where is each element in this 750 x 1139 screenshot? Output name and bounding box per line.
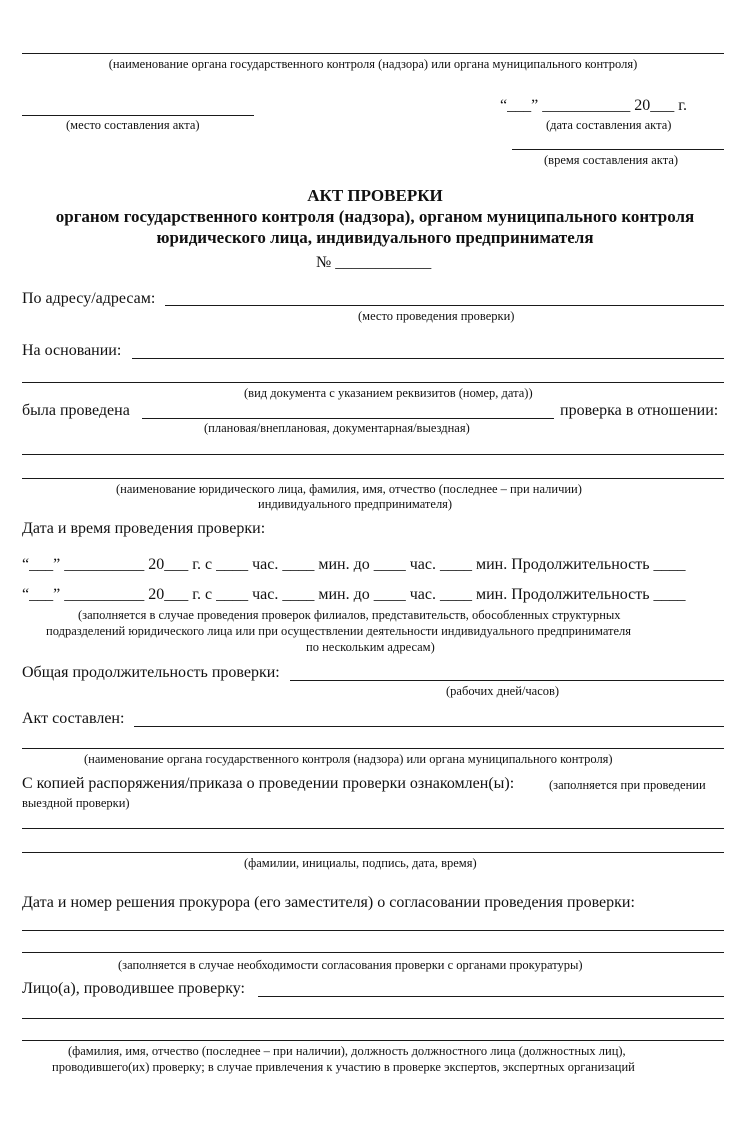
doc-subtitle-1: органом государственного контроля (надзора), органом муниципального контроля <box>55 207 695 226</box>
place-caption: (место составления акта) <box>66 118 200 132</box>
persons-line[interactable] <box>258 996 724 997</box>
copy-line-2[interactable] <box>22 852 724 853</box>
date-caption: (дата составления акта) <box>546 118 672 132</box>
basis-caption: (вид документа с указанием реквизитов (номер, дата)) <box>244 386 533 400</box>
doc-title: АКТ ПРОВЕРКИ <box>307 186 443 205</box>
datetime-row-1[interactable]: “___” __________ 20___ г. с ____ час. ____ мин. до ____ час. ____ мин. Продолжительность ____ <box>22 556 686 573</box>
basis-label: На основании: <box>22 342 122 359</box>
persons-label: Лицо(а), проводившее проверку: <box>22 980 245 997</box>
basis-line-2[interactable] <box>22 382 724 383</box>
persons-line-3[interactable] <box>22 1040 724 1041</box>
date-field[interactable]: “___” ___________ 20___ г. <box>500 97 687 114</box>
entity-caption-2: индивидуального предпринимателя) <box>258 497 453 511</box>
datetime-label: Дата и время проведения проверки: <box>22 520 266 537</box>
organ-caption: (наименование органа государственного контроля (надзора) или органа муниципального контроля) <box>108 57 638 71</box>
persons-line-2[interactable] <box>22 1018 724 1019</box>
basis-line[interactable] <box>132 358 724 359</box>
copy-note-2: выездной проверки) <box>22 796 130 810</box>
doc-number[interactable]: № ____________ <box>316 254 432 271</box>
place-line[interactable] <box>22 115 254 116</box>
conducted-right: проверка в отношении: <box>560 402 719 419</box>
entity-caption-1: (наименование юридического лица, фамилия, имя, отчество (последнее – при наличии) <box>116 482 582 496</box>
organ-line[interactable] <box>22 53 724 54</box>
branches-caption-3: по нескольким адресам) <box>306 640 435 654</box>
compiled-label: Акт составлен: <box>22 710 125 727</box>
total-label: Общая продолжительность проверки: <box>22 664 280 681</box>
datetime-row-2[interactable]: “___” __________ 20___ г. с ____ час. ____ мин. до ____ час. ____ мин. Продолжительность ____ <box>22 586 686 603</box>
entity-line-1[interactable] <box>22 454 724 455</box>
conducted-line[interactable] <box>142 418 554 419</box>
conducted-label: была проведена <box>22 402 130 419</box>
address-line[interactable] <box>165 305 724 306</box>
compiled-line-2[interactable] <box>22 748 724 749</box>
prosecutor-caption: (заполняется в случае необходимости согласования проверки с органами прокуратуры) <box>118 958 583 972</box>
prosecutor-line-2[interactable] <box>22 952 724 953</box>
prosecutor-line-1[interactable] <box>22 930 724 931</box>
copy-line-1[interactable] <box>22 828 724 829</box>
total-line[interactable] <box>290 680 724 681</box>
entity-line-2[interactable] <box>22 478 724 479</box>
address-caption: (место проведения проверки) <box>358 309 515 323</box>
copy-note-1: (заполняется при проведении <box>549 778 706 792</box>
time-caption: (время составления акта) <box>544 153 679 167</box>
total-caption: (рабочих дней/часов) <box>446 684 560 698</box>
compiled-caption: (наименование органа государственного контроля (надзора) или органа муниципального контроля) <box>84 752 613 766</box>
persons-caption-1: (фамилия, имя, отчество (последнее – при наличии), должность должностного лица (должностных лиц), <box>68 1044 626 1058</box>
time-line[interactable] <box>512 149 724 150</box>
compiled-line[interactable] <box>134 726 724 727</box>
branches-caption-2: подразделений юридического лица или при осуществлении деятельности индивидуального предпринимателя <box>46 624 632 638</box>
copy-text: С копией распоряжения/приказа о проведении проверки ознакомлен(ы): <box>22 775 515 792</box>
persons-caption-2: проводившего(их) проверку; в случае привлечения к участию в проверке экспертов, экспертных организаций <box>52 1060 635 1074</box>
doc-subtitle-2: юридического лица, индивидуального предпринимателя <box>156 228 594 247</box>
prosecutor-label: Дата и номер решения прокурора (его заместителя) о согласовании проведения проверки: <box>22 894 635 911</box>
address-label: По адресу/адресам: <box>22 290 156 307</box>
branches-caption-1: (заполняется в случае проведения проверок филиалов, представительств, обособленных структурных <box>78 608 621 622</box>
copy-caption: (фамилии, инициалы, подпись, дата, время) <box>244 856 477 870</box>
conducted-caption: (плановая/внеплановая, документарная/выездная) <box>204 421 470 435</box>
